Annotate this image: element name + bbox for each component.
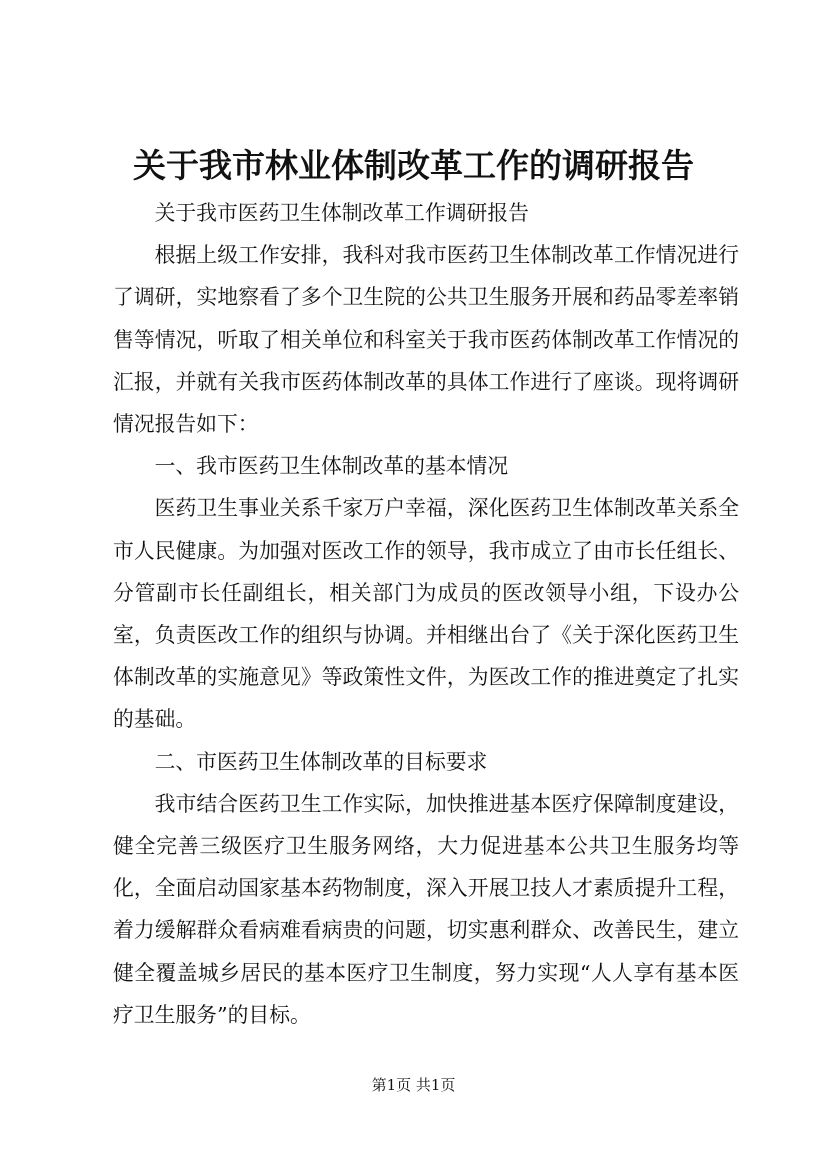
section-1-paragraph: 医药卫生事业关系千家万户幸福，深化医药卫生体制改革关系全市人民健康。为加强对医改工作的领导，我市成立了由市长任组长、分管副市长任副组长，相关部门为成员的医改领导小组，下设办公室，负责医改工作的组织与协调。并相继出台了《关于深化医药卫生体制改革的实施意见》等政策性文件，为医改工作的推进奠定了扎实的基础。 — [113, 496, 739, 732]
section-2-heading: 二、市医药卫生体制改革的目标要求 — [154, 749, 488, 774]
section-1-heading: 一、我市医药卫生体制改革的基本情况 — [154, 454, 509, 479]
intro-paragraph: 根据上级工作安排，我科对我市医药卫生体制改革工作情况进行了调研，实地察看了多个卫生院的公共卫生服务开展和药品零差率销售等情况，听取了相关单位和科室关于我市医药体制改革工作情况的汇报，并就有关我市医药体制改革的具体工作进行了座谈。现将调研情况报告如下： — [113, 243, 739, 437]
page-number-footer: 第1页 共1页 — [371, 1076, 456, 1094]
section-2-paragraph: 我市结合医药卫生工作实际，加快推进基本医疗保障制度建设，健全完善三级医疗卫生服务网络，大力促进基本公共卫生服务均等化，全面启动国家基本药物制度，深入开展卫技人才素质提升工程，着力缓解群众看病难看病贵的问题，切实惠利群众、改善民生，建立健全覆盖城乡居民的基本医疗卫生制度，努力实现“人人享有基本医疗卫生服务”的目标。 — [113, 791, 739, 1027]
document-subtitle: 关于我市医药卫生体制改革工作调研报告 — [154, 201, 529, 225]
document-title: 关于我市林业体制改革工作的调研报告 — [133, 146, 694, 185]
document-body — [113, 192, 739, 1036]
